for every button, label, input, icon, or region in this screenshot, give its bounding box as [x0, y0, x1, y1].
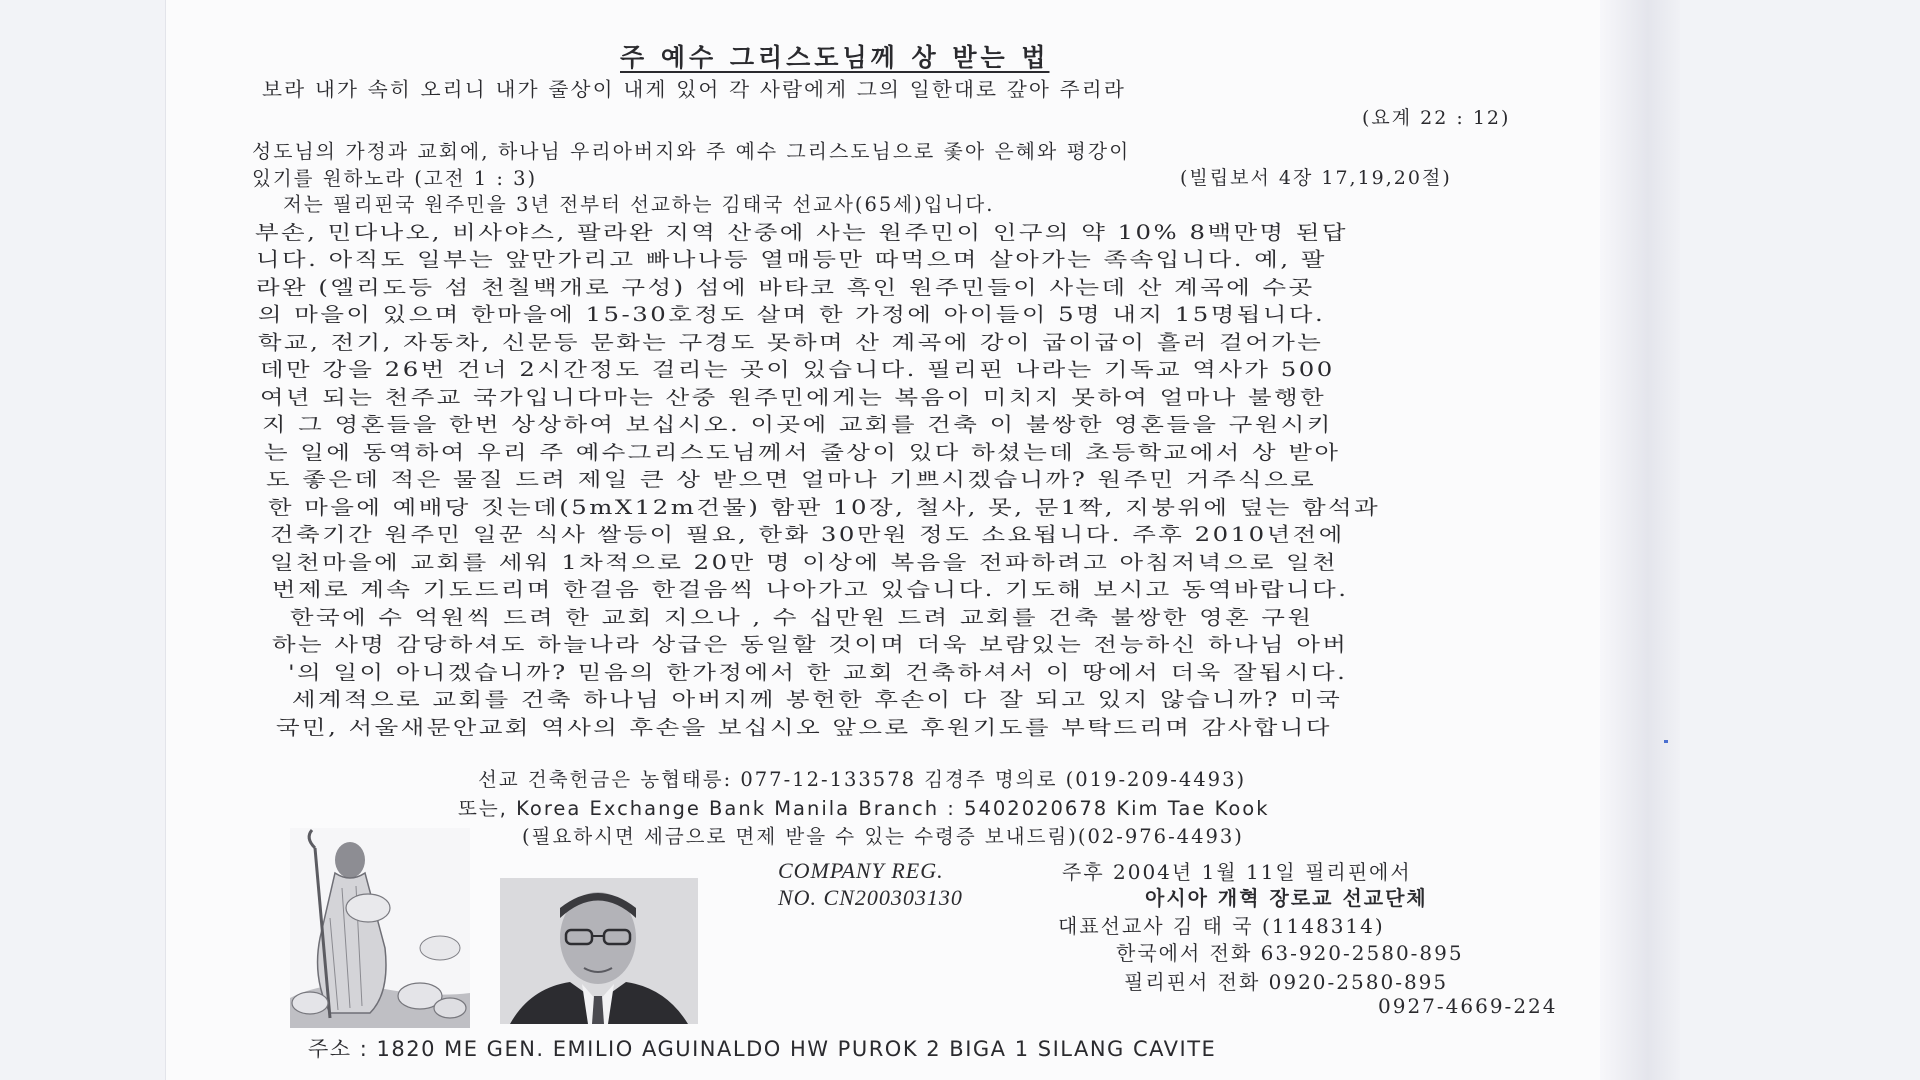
body-line: 건축기간 원주민 일꾼 식사 쌀등이 필요, 한화 30만원 정도 소요됩니다. 주후 2010년전에	[270, 523, 1345, 546]
body-line: '의 일이 아니겠습니까? 믿음의 한가정에서 한 교회 건축하셔서 이 땅에서 더욱 잘됩시다.	[288, 660, 1348, 684]
body-line: 국민, 서울새문안교회 역사의 후손을 보십시오 앞으로 후원기도를 부탁드리며 감사합니다	[276, 715, 1332, 739]
body-line: 데만 강을 26번 건너 2시간정도 걸리는 곳이 있습니다. 필리핀 나라는 기독교 역사가 500	[260, 358, 1335, 381]
body-line: 부손, 민다나오, 비사야스, 팔라완 지역 산중에 사는 원주민이 인구의 약 10% 8백만명 된답	[255, 220, 1348, 244]
body-line: 도 좋은데 적은 물질 드려 제일 큰 상 받으면 얼마나 기쁘시겠습니까? 원주민 거주식으로	[266, 468, 1317, 491]
body-line: 일천마을에 교회를 세워 1차적으로 20만 명 이상에 복음을 전파하려고 아침저녁으로 일천	[270, 550, 1339, 574]
phone-philippines-2: 0927-4669-224	[1378, 994, 1558, 1018]
body-line: 여년 되는 천주교 국가입니다마는 산중 원주민에게는 복음이 미치지 못하여 얼마나 불행한	[260, 385, 1327, 409]
phone-korea: 한국에서 전화 63-920-2580-895	[1116, 941, 1464, 965]
body-line: 한 마을에 예배당 짓는데(5mX12m건물) 함판 10장, 철사, 못, 문1짝, 지붕위에 덮는 함석과	[268, 495, 1381, 519]
donation-line-3: (필요하시면 세금으로 면제 받을 수 있는 수령증 보내드림)(02-976-4493)	[522, 825, 1244, 848]
verse-reference: (요계 22 : 12)	[1362, 107, 1511, 129]
body-line: 니다. 아직도 일부는 앞만가리고 빠나나등 열매등만 따먹으며 살아가는 족속입니다. 예, 팔	[256, 248, 1327, 271]
body-line: 라완 (엘리도등 섬 천칠백개로 구성) 섬에 바타코 흑인 원주민들이 사는데 산 계곡에 수곳	[256, 275, 1315, 299]
company-registration: COMPANY REG.	[778, 858, 944, 883]
address: 주소 : 1820 ME GEN. EMILIO AGUINALDO HW PUROK 2 BIGA 1 SILANG CAVITE	[308, 1037, 1217, 1061]
phone-philippines: 필리핀서 전화 0920-2580-895	[1124, 970, 1449, 994]
body-line: 번제로 계속 기도드리며 한걸음 한걸음씩 나아가고 있습니다. 기도해 보시고 동역바랍니다.	[272, 578, 1349, 601]
greeting-line-2: 있기를 원하노라 (고전 1 : 3)	[252, 167, 538, 190]
donation-line-1: 선교 건축헌금은 농협태릉: 077-12-133578 김경주 명의로 (019-209-4493)	[478, 768, 1247, 791]
body-line: 한국에 수 억원씩 드려 한 교회 지으나 , 수 십만원 드려 교회를 건축 불쌍한 영혼 구원	[290, 605, 1314, 629]
body-line: 지 그 영혼들을 한번 상상하여 보십시오. 이곳에 교회를 건축 이 불쌍한 영혼들을 구원시키	[262, 413, 1333, 436]
verse-line: 보라 내가 속히 오리니 내가 줄상이 내게 있어 각 사람에게 그의 일한대로 갚아 주리라	[262, 78, 1126, 101]
representative: 대표선교사 김 태 국 (1148314)	[1058, 914, 1385, 938]
jesus-shepherd-illustration	[290, 828, 470, 1028]
body-line: 의 마을이 있으며 한마을에 15-30호정도 살며 한 가정에 아이들이 5명 내지 15명됩니다.	[258, 303, 1326, 326]
body-line: 저는 필리핀국 원주민을 3년 전부터 선교하는 김태국 선교사(65세)입니다.	[283, 193, 995, 216]
body-line: 하는 사명 감당하셔도 하늘나라 상급은 동일할 것이며 더욱 보람있는 전능하신 하나님 아버	[272, 633, 1349, 656]
organization-name: 아시아 개혁 장로교 선교단체	[1145, 886, 1428, 910]
missionary-portrait-photo	[500, 878, 698, 1024]
greeting-line-1: 성도님의 가정과 교회에, 하나님 우리아버지와 주 예수 그리스도님으로 좇아 은혜와 평강이	[252, 140, 1131, 163]
body-line: 세계적으로 교회를 건축 하나님 아버지께 봉헌한 후손이 다 잘 되고 있지 않습니까? 미국	[292, 688, 1343, 711]
body-line: 학교, 전기, 자동차, 신문등 문화는 구경도 못하며 산 계곡에 강이 굽이굽이 흘러 걸어가는	[258, 330, 1324, 354]
body-line: 는 일에 동역하여 우리 주 예수그리스도님께서 줄상이 있다 하셨는데 초등학교에서 상 받아	[264, 440, 1341, 464]
company-number: NO. CN200303130	[778, 885, 963, 910]
donation-line-2: 또는, Korea Exchange Bank Manila Branch : 5402020678 Kim Tae Kook	[458, 797, 1270, 820]
date-place: 주후 2004년 1월 11일 필리핀에서	[1062, 860, 1412, 884]
document-title: 주 예수 그리스도님께 상 받는 법	[620, 43, 1050, 72]
greeting-reference: (빌립보서 4장 17,19,20절)	[1180, 167, 1452, 189]
